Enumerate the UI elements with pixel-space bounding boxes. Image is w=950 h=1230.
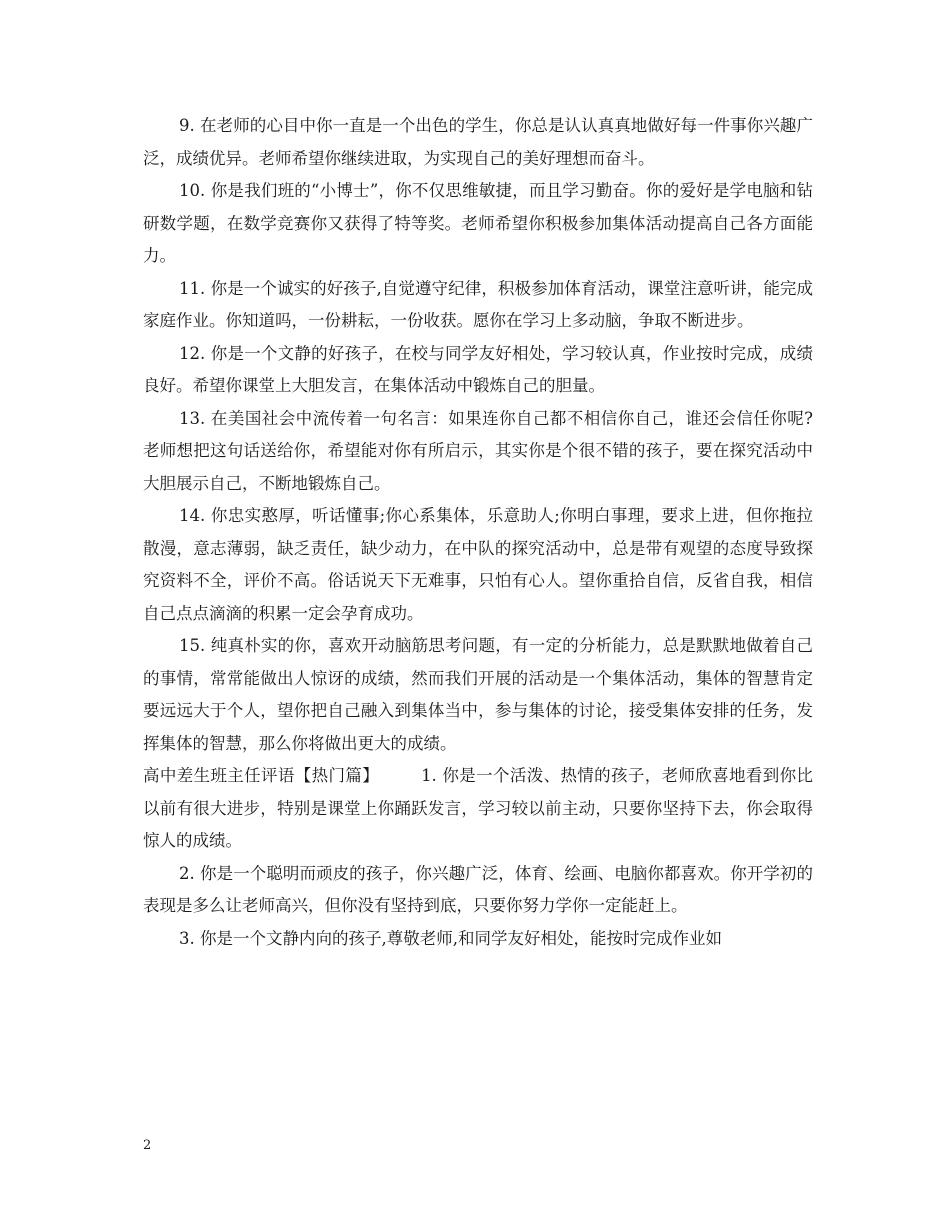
section-paragraph: [143, 760, 813, 858]
comment-paragraph-13: 13. 在美国社会中流传着一句名言：如果连你自己都不相信你自己，谁还会信任你呢?老师想把这句话送给你，希望能对你有所启示，其实你是个很不错的孩子，要在探究活动中大胆展示自己，不断地锻炼自己。: [143, 408, 813, 493]
comment-paragraph-12: 12. 你是一个文静的好孩子，在校与同学友好相处，学习较认真，作业按时完成，成绩良好。希望你课堂上大胆发言，在集体活动中锻炼自己的胆量。: [143, 343, 813, 395]
section-title: 高中差生班主任评语【热门篇】: [143, 766, 380, 785]
comment-paragraph-10: 10. 你是我们班的“小博士”，你不仅思维敏捷，而且学习勤奋。你的爱好是学电脑和钻研数学题，在数学竞赛你又获得了特等奖。老师希望你积极参加集体活动提高自己各方面能力。: [143, 181, 813, 265]
page-number: 2: [143, 1138, 152, 1153]
comment-paragraph-14: 14. 你忠实憨厚，听话懂事;你心系集体，乐意助人;你明白事理，要求上进，但你拖拉散漫，意志薄弱，缺乏责任，缺少动力，在中队的探究活动中，总是带有观望的态度导致探究资料不全，评价不高。俗话说天下无难事，只怕有心人。望你重拾自信，反省自我，相信自己点点滴滴的积累一定会孕育成功。: [143, 506, 813, 623]
comment-paragraph-2: 2. 你是一个聪明而顽皮的孩子，你兴趣广泛，体育、绘画、电脑你都喜欢。你开学初的表现是多么让老师高兴，但你没有坚持到底，只要你努力学你一定能赶上。: [143, 863, 813, 915]
comment-paragraph-11: 11. 你是一个诚实的好孩子,自觉遵守纪律，积极参加体育活动，课堂注意听讲，能完成家庭作业。你知道吗，一份耕耘，一份收获。愿你在学习上多动脑，争取不断进步。: [143, 278, 813, 330]
comment-paragraph-1: 1. 你是一个活泼、热情的孩子，老师欣喜地看到你比以前有很大进步，特别是课堂上你踊跃发言，学习较以前主动，只要你坚持下去，你会取得惊人的成绩。: [143, 766, 813, 850]
page-content: [143, 110, 813, 955]
comment-paragraph-15: 15. 纯真朴实的你，喜欢开动脑筋思考问题，有一定的分析能力，总是默默地做着自己的事情，常常能做出人惊讶的成绩，然而我们开展的活动是一个集体活动，集体的智慧肯定要远远大于个人，望你把自己融入到集体当中，参与集体的讨论，接受集体安排的任务，发挥集体的智慧，那么你将做出更大的成绩。: [143, 636, 813, 753]
comment-paragraph-9: 9. 在老师的心目中你一直是一个出色的学生，你总是认认真真地做好每一件事你兴趣广泛，成绩优异。老师希望你继续进取，为实现自己的美好理想而奋斗。: [143, 116, 813, 168]
comment-paragraph-3: 3. 你是一个文静内向的孩子,尊敬老师,和同学友好相处，能按时完成作业如: [179, 928, 722, 948]
